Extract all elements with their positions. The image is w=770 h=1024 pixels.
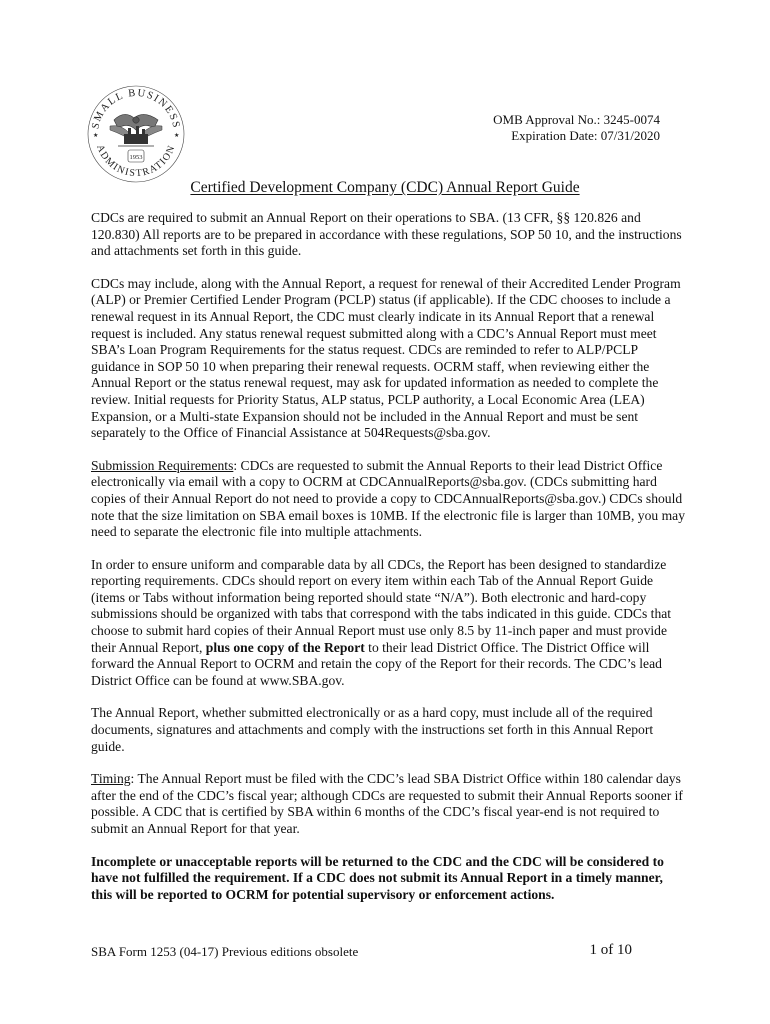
footer-form-number: SBA Form 1253 (04-17) Previous editions obsolete xyxy=(91,944,359,959)
omb-info xyxy=(493,112,660,144)
svg-text:ADMINISTRATION: ADMINISTRATION xyxy=(94,143,178,180)
sba-seal-logo xyxy=(84,80,188,184)
paragraph-intro: CDCs are required to submit an Annual Report on their operations to SBA. (13 CFR, §§ 120.826 and 120.830) All reports are to be prepared in accordance with these regulations, SOP 50 10, and the instructions and attachments set forth in this guide. xyxy=(91,210,682,259)
uniform-data-bold: plus one copy of the Report xyxy=(205,639,365,655)
timing-text: : The Annual Report must be filed with the CDC’s lead SBA District Office within 180 calendar days after the end of the CDC’s fiscal year; although CDCs are requested to submit their Annual Reports sooner if possible. A CDC that is certified by SBA within 6 months of the CDC’s fiscal year-end is not required to submit an Annual Report for that year. xyxy=(91,771,683,836)
uniform-data-text-1: In order to ensure uniform and comparable data by all CDCs, the Report has been designed to standardize reporting requirements. CDCs should report on every item within each Tab of the Annual Report Guide (items or Tabs without information being reported should state “N/A”). Both electronic and hard-copy submissions should be organized with tabs that correspond with the tabs indicated in this guide. CDCs that choose to submit hard copies of their Annual Report must use only 8.5 by 11-inch paper and must provide their Annual Report, xyxy=(91,556,672,655)
svg-text:★: ★ xyxy=(174,133,180,139)
document-body xyxy=(91,210,687,919)
paragraph-submission xyxy=(91,458,687,541)
omb-approval-number: OMB Approval No.: 3245-0074 xyxy=(493,112,660,127)
paragraph-renewal: CDCs may include, along with the Annual Report, a request for renewal of their Accredited Lender Program (ALP) or Premier Certified Lender Program (PCLP) status (if applicable). If the CDC chooses to include a renewal request in its Annual Report, the CDC must clearly indicate in its Annual Report that a renewal request is included. Any status renewal request submitted along with a CDC’s Annual Report must meet SBA’s Loan Program Requirements for the status request. CDCs are reminded to refer to ALP/PCLP guidance in SOP 50 10 when preparing their renewal requests. OCRM staff, when reviewing either the Annual Report or the status renewal request, may ask for updated information as needed to complete the review. Initial requests for Priority Status, ALP status, PCLP authority, a Local Economic Area (LEA) Expansion, or a Multi-state Expansion should not be included in the Annual Report and must be sent separately to the Office of Financial Assistance at 504Requests@sba.gov. xyxy=(91,275,681,441)
paragraph-annual-report: The Annual Report, whether submitted electronically or as a hard copy, must include all of the required documents, signatures and attachments and comply with the instructions set forth in this Annual Report guide. xyxy=(91,705,654,754)
submission-requirements-heading: Submission Requirements xyxy=(91,457,234,473)
document-title: Certified Development Company (CDC) Annual Report Guide xyxy=(190,179,580,196)
timing-heading: Timing xyxy=(91,771,131,787)
uniform-data-text-2: to their lead District Office. The District Office will forward the Annual Report to OCRM and retain the copy of the Report for their records. The CDC’s lead District Office can be found at www.SBA.gov. xyxy=(91,639,662,688)
svg-text:★: ★ xyxy=(93,133,99,139)
footer-page-number: 1 of 10 xyxy=(589,942,632,958)
omb-expiration-date: Expiration Date: 07/31/2020 xyxy=(511,128,660,143)
paragraph-timing xyxy=(91,771,687,837)
paragraph-incomplete-warning: Incomplete or unacceptable reports will be returned to the CDC and the CDC will be considered to have not fulfilled the requirement. If a CDC does not submit its Annual Report in a timely manner, this will be reported to OCRM for potential supervisory or enforcement actions. xyxy=(91,853,664,902)
submission-requirements-text: : CDCs are requested to submit the Annual Reports to their lead District Office electronically via email with a copy to OCRM at CDCAnnualReports@sba.gov. (CDCs submitting hard copies of their Annual Report do not need to provide a copy to CDCAnnualReports@sba.gov.) CDCs should note that the size limitation on SBA email boxes is 10MB. If the electronic file is larger than 10MB, you may need to separate the electronic file into multiple attachments. xyxy=(91,457,685,540)
svg-text:1953: 1953 xyxy=(129,154,143,161)
paragraph-uniform-data xyxy=(91,557,687,690)
svg-text:SMALL BUSINESS: SMALL BUSINESS xyxy=(90,87,182,131)
